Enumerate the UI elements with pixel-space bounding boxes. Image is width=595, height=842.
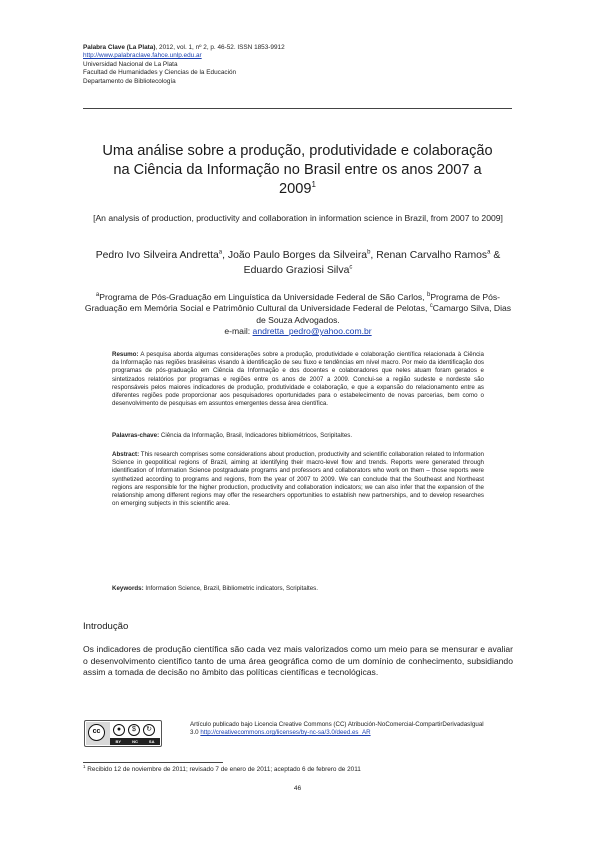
author-1: Pedro Ivo Silveira Andretta	[95, 250, 219, 261]
page-number: 46	[293, 785, 302, 792]
author-separator: &	[490, 250, 501, 261]
keywords-label: Keywords:	[112, 585, 144, 592]
email-label: e-mail:	[224, 326, 253, 337]
abstract-label: Abstract:	[112, 451, 140, 458]
keywords-text: Information Science, Brazil, Bibliometric indicators, Scripitaltes.	[143, 585, 318, 592]
noncommercial-icon: $	[128, 724, 140, 736]
intro-paragraph: Os indicadores de produção científica são cada vez mais valorizados como um meio para se mensurar e avaliar o desenvolvimento científico tanto de uma área geográfica como de um domínio de conhecimento, subsidiando assim a tomada de decisão no âmbito das políticas científicas e tecnológicas.	[83, 644, 513, 678]
palavras-chave-label: Palavras-chave:	[112, 432, 160, 439]
author-1-affil: a	[218, 249, 223, 256]
keywords-block	[112, 585, 484, 593]
citation-details: , 2012, vol. 1, nº 2, p. 46-52. ISSN 1853-9912	[155, 44, 285, 51]
abstract-block	[112, 451, 484, 508]
attribution-icon: ●	[113, 724, 125, 736]
journal-url-link[interactable]: http://www.palabraclave.fahce.unlp.edu.ar	[83, 52, 202, 60]
department-line: Departamento de Bibliotecología	[83, 77, 176, 85]
author-3-affil: a	[487, 249, 491, 256]
license-text: Artículo publicado bajo Licencia Creative Commons (CC) Atribución-NoComercial-CompartirDerivadasIgual 3.0	[190, 721, 484, 737]
english-title: [An analysis of production, productivity and collaboration in information science in Brazil, from 2007 to 2009]	[93, 213, 503, 223]
cc-sa-label: SA	[148, 739, 155, 744]
cc-logo-labels	[110, 738, 160, 745]
affiliations	[83, 292, 513, 338]
footnote-text: Recibido 12 de noviembre de 2011; revisado 7 de enero de 2011; aceptado 6 de febrero de 2011	[85, 766, 361, 773]
author-4: Eduardo Graziosi Silva	[243, 264, 350, 276]
author-list	[92, 249, 504, 278]
license-notice	[190, 721, 490, 737]
affil-a-marker: a	[95, 292, 100, 299]
cc-icon: cc	[88, 724, 105, 741]
affil-b: Programa de Pós-Graduação em Memória Social e Patrimônio Cultural da Universidade Federal de Pelotas,	[84, 292, 501, 314]
author-2: João Paulo Borges da Silveira	[227, 250, 368, 261]
header-divider	[83, 108, 512, 109]
author-separator: ,	[222, 250, 228, 261]
cc-by-label: BY	[115, 739, 122, 744]
author-4-affil: c	[349, 264, 353, 271]
footnote	[83, 763, 513, 774]
faculty-line: Facultad de Humanidades y Ciencias de la Educación	[83, 69, 237, 77]
affil-b-marker: b	[426, 292, 431, 299]
footnote-divider	[83, 762, 223, 763]
affil-c: Camargo Silva, Dias de Souza Advogados.	[256, 303, 512, 325]
author-3: Renan Carvalho Ramos	[376, 250, 488, 261]
journal-name: Palabra Clave (La Plata)	[83, 44, 156, 51]
title-footnote-marker[interactable]: 1	[311, 180, 316, 190]
cc-nc-label: NC	[132, 739, 138, 744]
university-line: Universidad Nacional de La Plata	[83, 60, 178, 68]
palavras-chave-block	[112, 432, 484, 440]
section-heading-introducao: Introdução	[83, 621, 129, 632]
footnote-marker: 1	[83, 763, 86, 769]
abstract-text: This research comprises some considerations about production, productivity and scientific collaboration related to Information Science in geopolitical regions of Brazil, aiming at identifying their macro-level flow and trends. Reports were generated through identification of Information Science postgraduate programs and professors and collaborators who work on them – those reports were synthetized according to programs and regions, from the year of 2007 to 2009. We can conclude that the Southeast and Northeast regions are responsible for the higher production, productivity and collaboration indicators; we can also infer that the expansion of the relationship among different regions may offer the researchers opportunities to establish new partnerships, and to develop researches on emerging subjects in this scientific area.	[112, 451, 484, 508]
journal-header	[83, 44, 513, 86]
resumo-text: A pesquisa aborda algumas considerações sobre a produção, produtividade e colaboração científica relacionada à Ciência da Informação nas regiões brasileiras visando à identificação de seu fluxo e tendências em nível macro. Por meio da identificação dos programas de pós-graduação em Ciência da Informação e dos docentes e colaboradores que neles atuam foram gerados e sintetizados relatórios por programas e regiões entre os anos de 2007 a 2009. Conclui-se a região sudeste e nordeste são responsáveis pelos maiores indicadores de produção, produtividade e colaboração, e que a expansão do relacionamento entre as diferentes regiões pode proporcionar aos pesquisadores oportunidades para o estabelecimento de novas parcerias, bem como o desenvolvimento de pesquisas em assuntos emergentes dessa área científica.	[112, 351, 484, 408]
paper-title	[100, 142, 495, 199]
resumo-label: Resumo:	[112, 351, 139, 358]
license-url-link[interactable]: http://creativecommons.org/licenses/by-nc-sa/3.0/deed.es_AR	[200, 729, 371, 737]
author-2-affil: b	[367, 249, 371, 256]
email-link[interactable]: andretta_pedro@yahoo.com.br	[252, 326, 372, 337]
affil-c-marker: c	[429, 303, 433, 310]
title-text: Uma análise sobre a produção, produtividade e colaboração na Ciência da Informação no Brasil entre os anos 2007 a 2009	[102, 143, 493, 197]
resumo-block	[112, 351, 484, 408]
citation-line	[83, 44, 513, 52]
sharealike-icon: ↻	[143, 724, 155, 736]
affil-a: Programa de Pós-Graduação em Linguística da Universidade Federal de São Carlos,	[99, 292, 425, 302]
palavras-chave-text: Ciência da Informação, Brasil, Indicadores bibliométricos, Scripitaltes.	[159, 432, 353, 439]
author-separator: ,	[370, 250, 377, 261]
creative-commons-logo[interactable]	[84, 720, 162, 747]
